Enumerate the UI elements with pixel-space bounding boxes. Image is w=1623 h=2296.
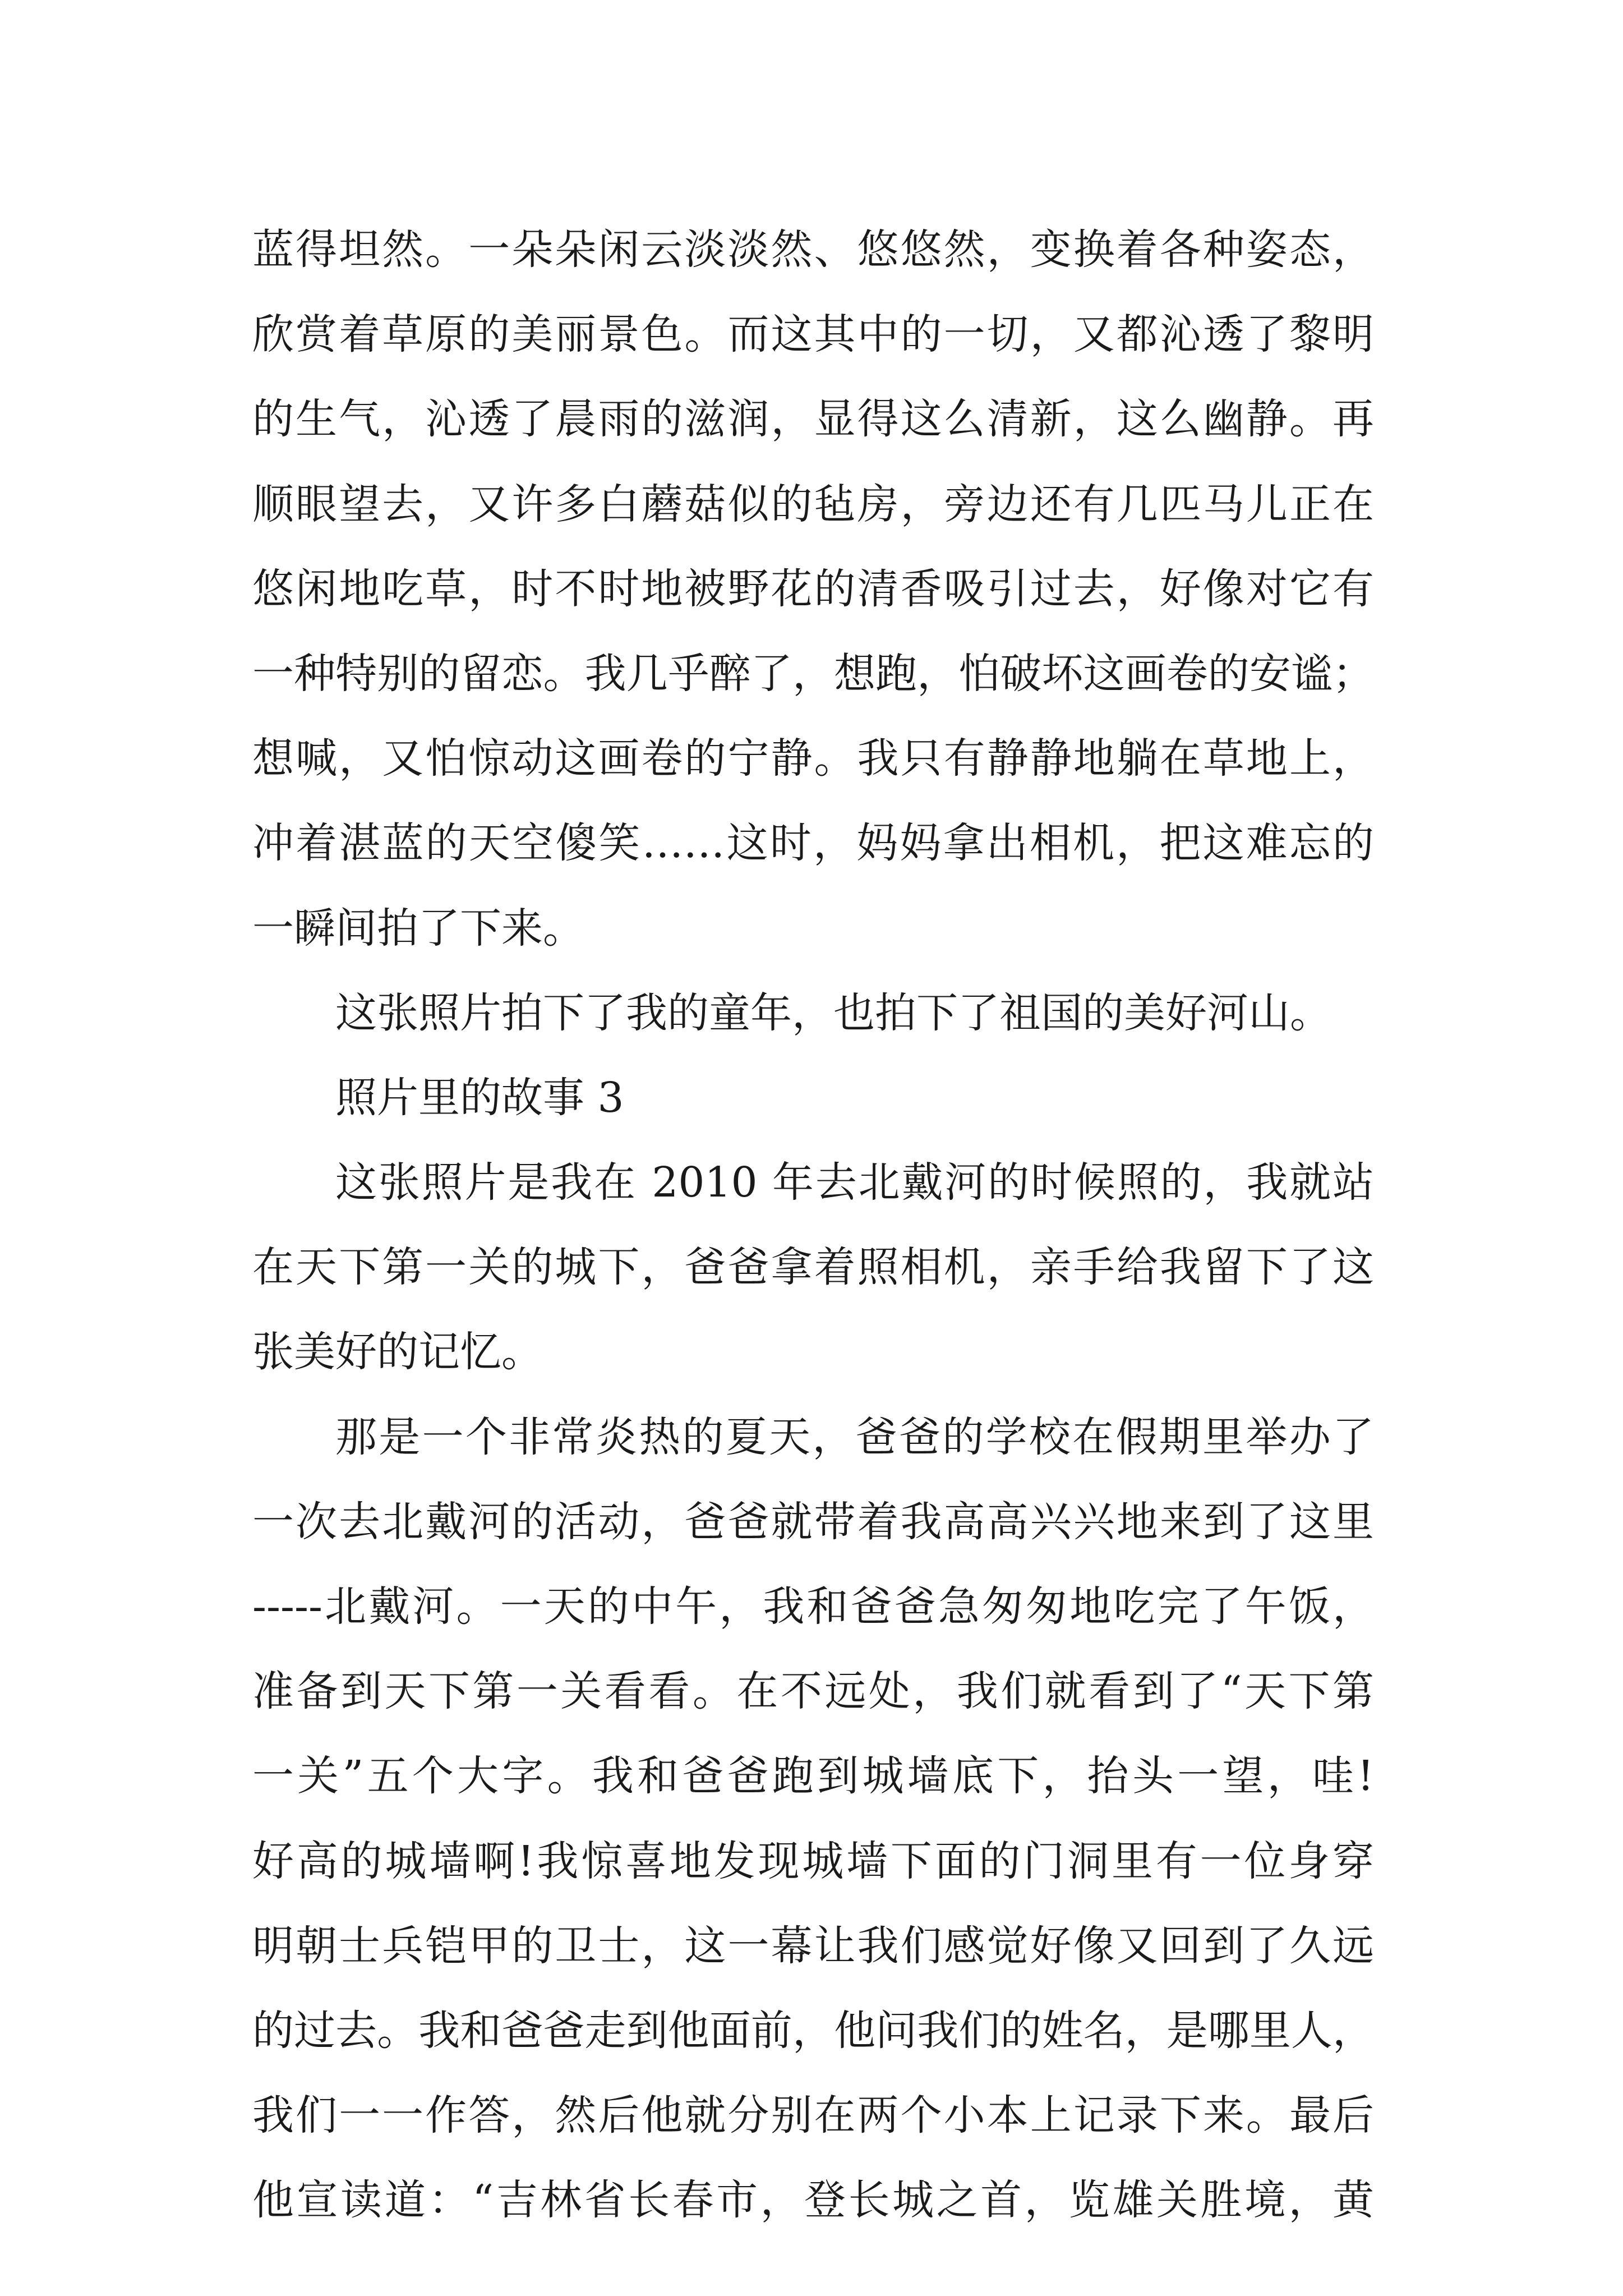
paragraph-first-line: 这张照片拍下了我的童年，也拍下了祖国的美好河山。	[335, 988, 1331, 1037]
text-line: 准备到天下第一关看看。在不远处，我们就看到了“天下第	[252, 1667, 1374, 1716]
text-line: 悠闲地吃草，时不时地被野花的清香吸引过去，好像对它有	[252, 564, 1374, 613]
text-line: 一次去北戴河的活动，爸爸就带着我高高兴兴地来到了这里	[252, 1497, 1374, 1546]
text-line: 张美好的记忆。	[252, 1328, 543, 1377]
document-body	[252, 208, 1374, 2243]
section-heading: 照片里的故事 3	[335, 1073, 624, 1122]
text-line: 顺眼望去，又许多白蘑菇似的毡房，旁边还有几匹马儿正在	[252, 480, 1374, 528]
text-line: 欣赏着草原的美丽景色。而这其中的一切，又都沁透了黎明	[252, 310, 1374, 359]
text-line: 我们一一作答，然后他就分别在两个小本上记录下来。最后	[252, 2091, 1374, 2140]
text-line: -----北戴河。一天的中午，我和爸爸急匆匆地吃完了午饭，	[252, 1582, 1374, 1631]
paragraph-first-line: 那是一个非常炎热的夏天，爸爸的学校在假期里举办了	[335, 1412, 1374, 1461]
text-line: 他宣读道：“吉林省长春市，登长城之首，览雄关胜境，黄	[252, 2176, 1374, 2225]
text-line: 的过去。我和爸爸走到他面前，他问我们的姓名，是哪里人，	[252, 2006, 1374, 2055]
text-line: 的生气，沁透了晨雨的滋润，显得这么清新，这么幽静。再	[252, 395, 1374, 444]
text-line: 冲着湛蓝的天空傻笑……这时，妈妈拿出相机，把这难忘的	[252, 819, 1374, 868]
text-line: 一关”五个大字。我和爸爸跑到城墙底下，抬头一望，哇!	[252, 1752, 1374, 1801]
paragraph-first-line: 这张照片是我在 2010 年去北戴河的时候照的，我就站	[335, 1158, 1374, 1207]
text-line: 想喊，又怕惊动这画卷的宁静。我只有静静地躺在草地上，	[252, 734, 1374, 783]
text-line: 蓝得坦然。一朵朵闲云淡淡然、悠悠然，变换着各种姿态，	[252, 226, 1374, 274]
text-line: 明朝士兵铠甲的卫士，这一幕让我们感觉好像又回到了久远	[252, 1921, 1374, 1970]
text-line: 一种特别的留恋。我几乎醉了，想跑，怕破坏这画卷的安谧；	[252, 649, 1374, 698]
text-line: 好高的城墙啊!我惊喜地发现城墙下面的门洞里有一位身穿	[252, 1837, 1374, 1885]
text-line: 在天下第一关的城下，爸爸拿着照相机，亲手给我留下了这	[252, 1243, 1374, 1292]
text-line: 一瞬间拍了下来。	[252, 904, 584, 953]
